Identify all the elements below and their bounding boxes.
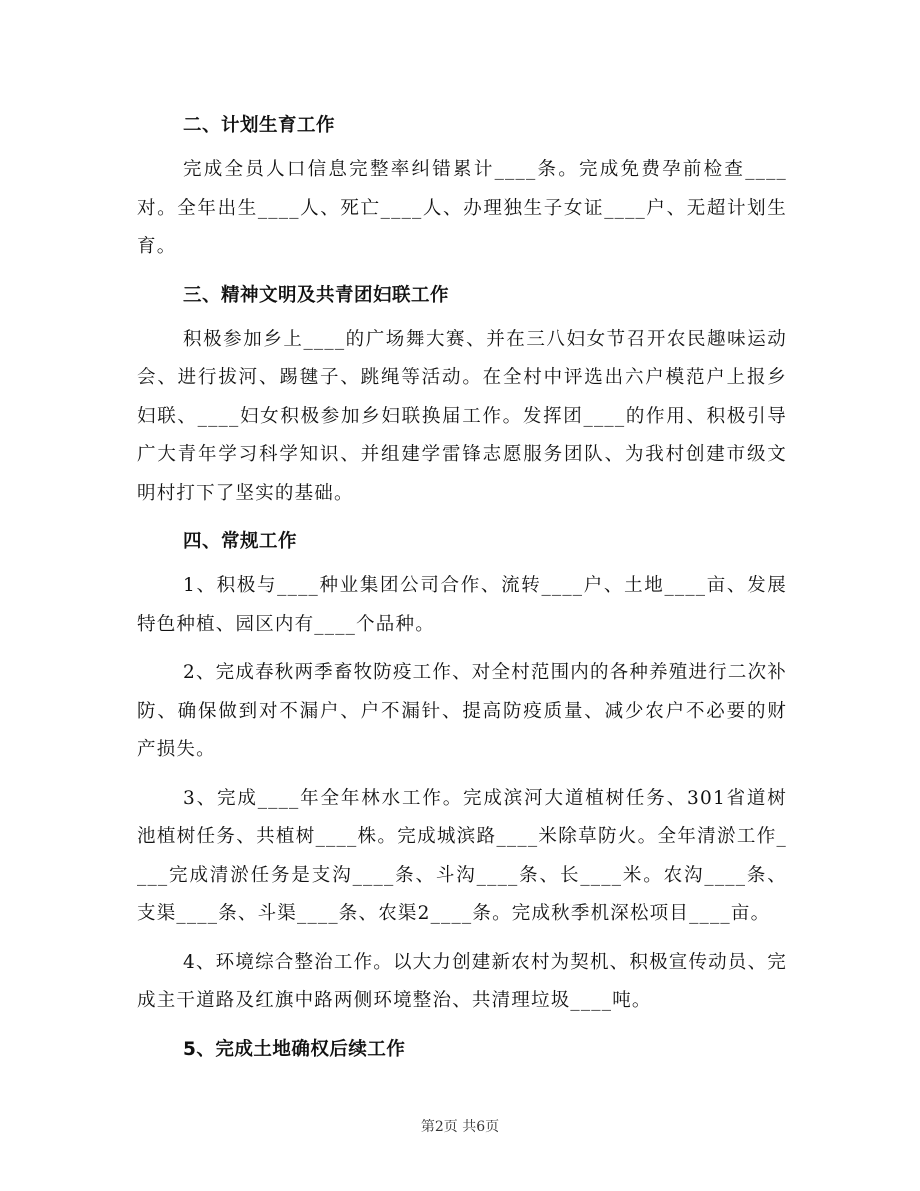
paragraph-routine-4: 4、环境综合整治工作。以大力创建新农村为契机、积极宣传动员、完成主干道路及红旗中路两侧环境整治、共清理垃圾____吨。: [137, 951, 787, 1011]
page-footer: 第2页 共6页: [420, 1119, 500, 1135]
document-page: [137, 95, 787, 1069]
section-heading-land-rights: 5、完成土地确权后续工作: [183, 1038, 406, 1060]
paragraph-family-planning: 完成全员人口信息完整率纠错累计____条。完成免费孕前检查____对。全年出生____人、死亡____人、办理独生子女证____户、无超计划生育。: [137, 159, 787, 257]
paragraph-civilization: 积极参加乡上____的广场舞大赛、并在三八妇女节召开农民趣味运动会、进行拔河、踢毽子、跳绳等活动。在全村中评选出六户模范户上报乡妇联、____妇女积极参加乡妇联换届工作。发挥团____的作用、积极引导广大青年学习科学知识、并组建学雷锋志愿服务团队、为我村创建市级文明村打下了坚实的基础。: [137, 328, 787, 504]
paragraph-routine-2: 2、完成春秋两季畜牧防疫工作、对全村范围内的各种养殖进行二次补防、确保做到对不漏户、户不漏针、提高防疫质量、减少农户不必要的财产损失。: [137, 662, 787, 760]
section-heading-civilization: 三、精神文明及共青团妇联工作: [183, 284, 450, 306]
paragraph-routine-1: 1、积极与____种业集团公司合作、流转____户、土地____亩、发展特色种植、园区内有____个品种。: [137, 575, 787, 635]
section-heading-routine-work: 四、常规工作: [183, 531, 298, 552]
paragraph-routine-3: 3、完成____年全年林水工作。完成滨河大道植树任务、301省道树池植树任务、共植树____株。完成城滨路____米除草防火。全年清淤工作____完成清淤任务是支沟____条、斗沟____条、长____米。农沟____条、支渠____条、斗渠____条、农渠2____条。完成秋季机深松项目____亩。: [137, 787, 787, 924]
section-heading-family-planning: 二、计划生育工作: [183, 115, 336, 136]
